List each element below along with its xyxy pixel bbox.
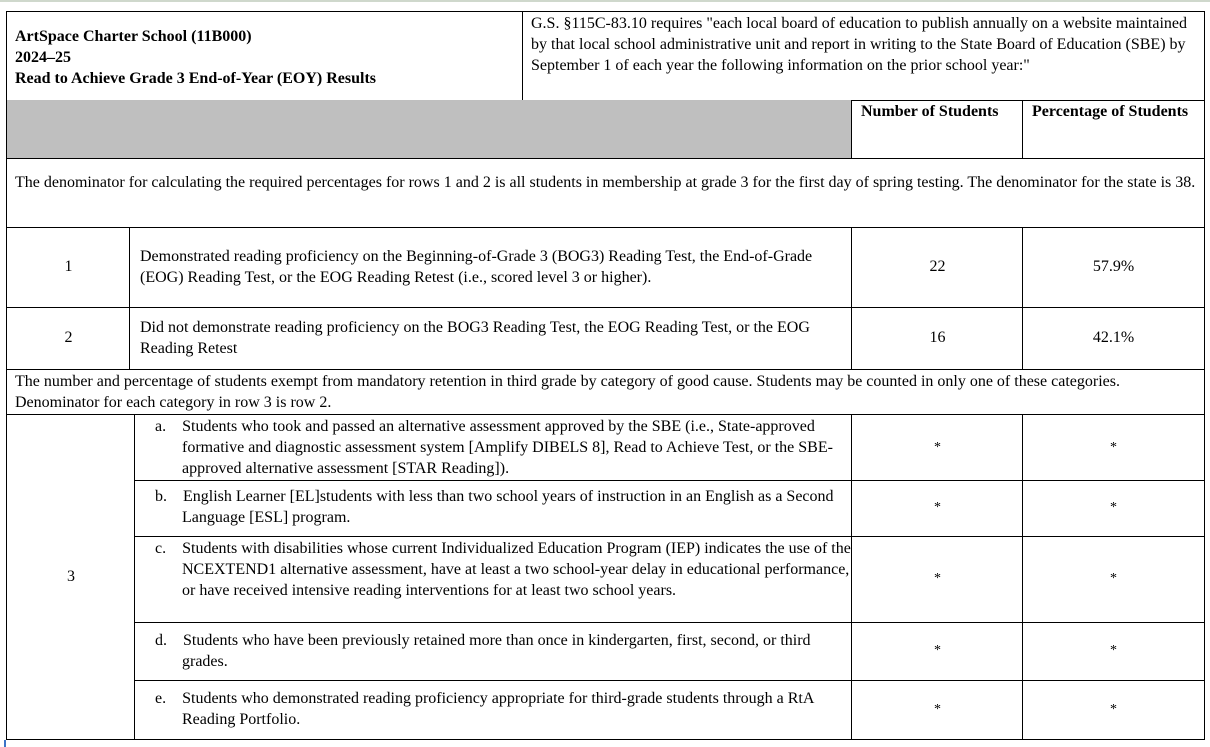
row-1-description-text: Demonstrated reading proficiency on the Beginning-of-Grade 3 (BOG3) Reading Test, the End-of-Grade (EOG) Reading Test, or the EOG Reading Retest (i.e., scored level 3 or higher). (140, 248, 813, 286)
row-3-number: 3 (6, 414, 135, 740)
exempt-intro-note: The number and percentage of students exempt from mandatory retention in third grade by category of good cause. Students may be counted in only one of these categories. Denominator for each category in row 3 is row 2. (6, 369, 1205, 415)
row-3a-percentage: * (1022, 414, 1205, 481)
row-3e-text: Students who demonstrated reading proficiency appropriate for third-grade students through a RtA Reading Portfolio. (182, 690, 814, 728)
row-3c-text: Students with disabilities whose current Individualized Education Program (IEP) indicates the use of the NCEXTEND1 alternative assessment, have at least a two school-year delay in educational performance, or have received intensive reading interventions for at least two school years. (182, 540, 851, 599)
row-3e-percentage: * (1022, 680, 1205, 740)
row-3b-text: English Learner [EL]students with less than two school years of instruction in an English as a Second Language [ESL] program. (182, 488, 834, 526)
row-3a-count: * (851, 414, 1023, 481)
row-3b-count: * (851, 480, 1023, 537)
col-header-percentage: Percentage of Students (1022, 100, 1205, 159)
row-2-number: 2 (6, 307, 130, 370)
school-name: ArtSpace Charter School (11B000) (15, 28, 252, 45)
denominator-note: The denominator for calculating the required percentages for rows 1 and 2 is all students in membership at grade 3 for the first day of spring testing. The denominator for the state is 38. (6, 158, 1205, 228)
row-1-number: 1 (6, 227, 130, 308)
row-3d-percentage: * (1022, 622, 1205, 681)
row-3a-description (134, 414, 852, 481)
row-3e-count: * (851, 680, 1023, 740)
row-2-description-text: Did not demonstrate reading proficiency on the BOG3 Reading Test, the EOG Reading Test, or the EOG Reading Retest (140, 319, 810, 357)
row-3c-letter: c. (155, 540, 167, 557)
report-header (6, 11, 523, 101)
window-top-edge (0, 0, 1210, 2)
row-1-percentage: 57.9% (1022, 227, 1205, 308)
row-3b-description (134, 480, 852, 537)
text-cursor-marker (4, 740, 6, 747)
row-2-count: 16 (851, 307, 1023, 370)
row-3c-count: * (851, 536, 1023, 623)
row-2-percentage: 42.1% (1022, 307, 1205, 370)
row-3b-percentage: * (1022, 480, 1205, 537)
row-3a-text: Students who took and passed an alternative assessment approved by the SBE (i.e., State-approved formative and diagnostic assessment system [Amplify DIBELS 8], Read to Achieve Test, or the SBE-approved alternative assessment [STAR Reading]). (182, 418, 833, 477)
row-3c-percentage: * (1022, 536, 1205, 623)
school-year: 2024–25 (15, 49, 71, 66)
row-3d-letter: d. (155, 632, 167, 649)
row-2-description (129, 307, 852, 370)
row-3d-description (134, 622, 852, 681)
header-gray-band (6, 100, 852, 159)
report-title: Read to Achieve Grade 3 End-of-Year (EOY) Results (15, 70, 377, 87)
row-1-description (129, 227, 852, 308)
row-3e-letter: e. (155, 690, 167, 707)
row-3d-text: Students who have been previously retained more than once in kindergarten, first, second, or third grades. (182, 632, 811, 670)
col-header-number: Number of Students (851, 100, 1023, 159)
row-3a-letter: a. (155, 418, 167, 435)
row-1-count: 22 (851, 227, 1023, 308)
row-3e-description (134, 680, 852, 740)
row-3d-count: * (851, 622, 1023, 681)
statute-text: G.S. §115C-83.10 requires "each local board of education to publish annually on a website maintained by that local school administrative unit and report in writing to the State Board of Education (SBE) by September 1 of each year the following information on the prior school year:" (522, 11, 1205, 101)
row-3c-description (134, 536, 852, 623)
row-3b-letter: b. (155, 488, 167, 505)
